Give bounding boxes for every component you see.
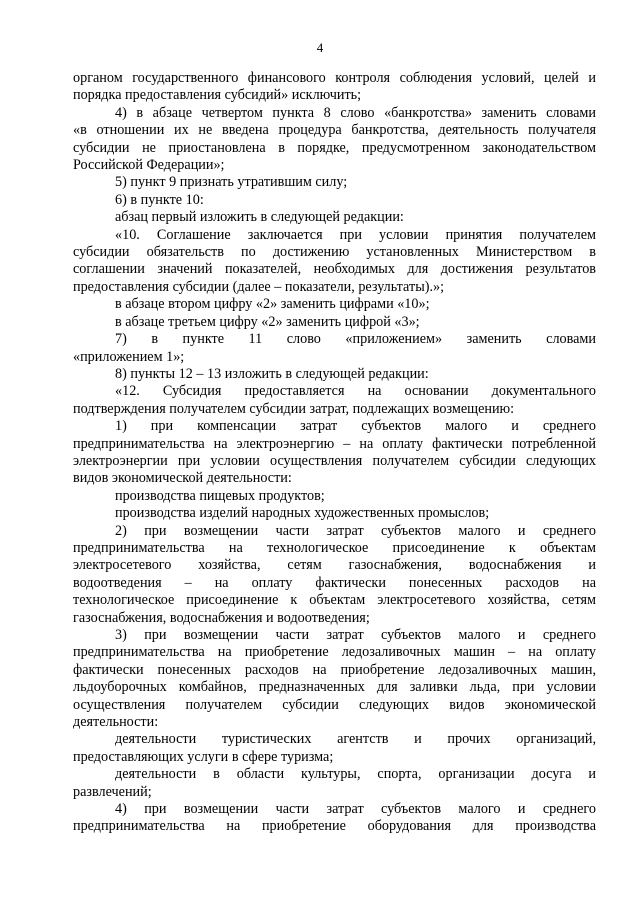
text-line: деятельности: [73,714,159,731]
text-line: деятельности туристических агентств и прочих организаций, [115,731,596,748]
text-line: предпринимательства на электроэнергию – на оплату фактически потребленной [73,435,596,452]
text-line: осуществления получателем субсидии следующих видов экономической [73,696,596,713]
text-line: 1) при компенсации затрат субъектов малого и среднего [115,418,596,435]
text-line: в абзаце третьем цифру «2» заменить цифрой «3»; [115,313,420,330]
text-line: субсидии не приостановлена в порядке, предусмотренном законодательством [73,139,596,156]
text-line: Российской Федерации»; [73,157,225,174]
text-line: льдоуборочных комбайнов, предназначенных для заливки льда, при условии [73,679,596,696]
text-line: «10. Соглашение заключается при условии принятия получателем [115,226,596,243]
page-number: 4 [316,40,324,55]
text-line: «в отношении их не введена процедура банкротства, деятельность получателя [73,122,596,139]
text-line: субсидии обязательств по достижению установленных Министерством в [73,244,596,261]
text-line: производства изделий народных художественных промыслов; [115,505,490,522]
text-line: предпринимательства на приобретение ледозаливочных машин – на оплату [73,644,596,661]
text-line: фактически понесенных расходов на приобретение ледозаливочных машин, [73,661,596,678]
text-line: 2) при возмещении части затрат субъектов малого и среднего [115,522,596,539]
text-line: «приложением 1»; [73,348,185,365]
text-line: деятельности в области культуры, спорта, организации досуга и [115,766,596,783]
text-line: 6) в пункте 10: [115,191,204,208]
text-line: предоставления субсидии (далее – показатели, результаты).»; [73,278,445,295]
text-line: 7) в пункте 11 слово «приложением» заменить словами [115,331,596,348]
text-line: производства пищевых продуктов; [115,487,325,504]
text-line: электроэнергии при условии осуществления получателем субсидии следующих [73,452,596,469]
text-line: 4) в абзаце четвертом пункта 8 слово «банкротства» заменить словами [115,104,596,121]
document-body [73,70,596,836]
text-line: 3) при возмещении части затрат субъектов малого и среднего [115,627,596,643]
text-line: абзац первый изложить в следующей редакции: [115,209,404,226]
text-line: технологическое присоединение к объектам электросетевого хозяйства, сетям [73,592,596,609]
text-line: развлечений; [73,783,152,800]
text-line: в абзаце втором цифру «2» заменить цифрами «10»; [115,296,430,313]
text-line: порядка предоставления субсидий» исключить; [73,87,362,104]
text-line: 4) при возмещении части затрат субъектов малого и среднего [115,801,596,818]
text-line: предпринимательства на приобретение оборудования для производства [73,818,596,835]
text-line: видов экономической деятельности: [73,470,292,487]
text-line: водоотведения – на оплату фактически понесенных расходов на [73,574,596,591]
text-line: 5) пункт 9 признать утратившим силу; [115,174,348,191]
text-line: подтверждения получателем субсидии затрат, подлежащих возмещению: [73,400,515,417]
text-line: соглашении значений показателей, необходимых для достижения результатов [73,261,596,278]
text-line: 8) пункты 12 – 13 изложить в следующей редакции: [115,365,429,382]
text-line: газоснабжения, водоснабжения и водоотведения; [73,609,370,626]
text-line: предпринимательства на технологическое присоединение к объектам [73,539,596,556]
text-line: электросетевого хозяйства, сетям газоснабжения, водоснабжения и [73,557,596,574]
text-line: предоставляющих услуги в сфере туризма; [73,748,334,765]
text-line: органом государственного финансового контроля соблюдения условий, целей и [73,70,596,86]
text-line: «12. Субсидия предоставляется на основании документального [115,383,596,400]
